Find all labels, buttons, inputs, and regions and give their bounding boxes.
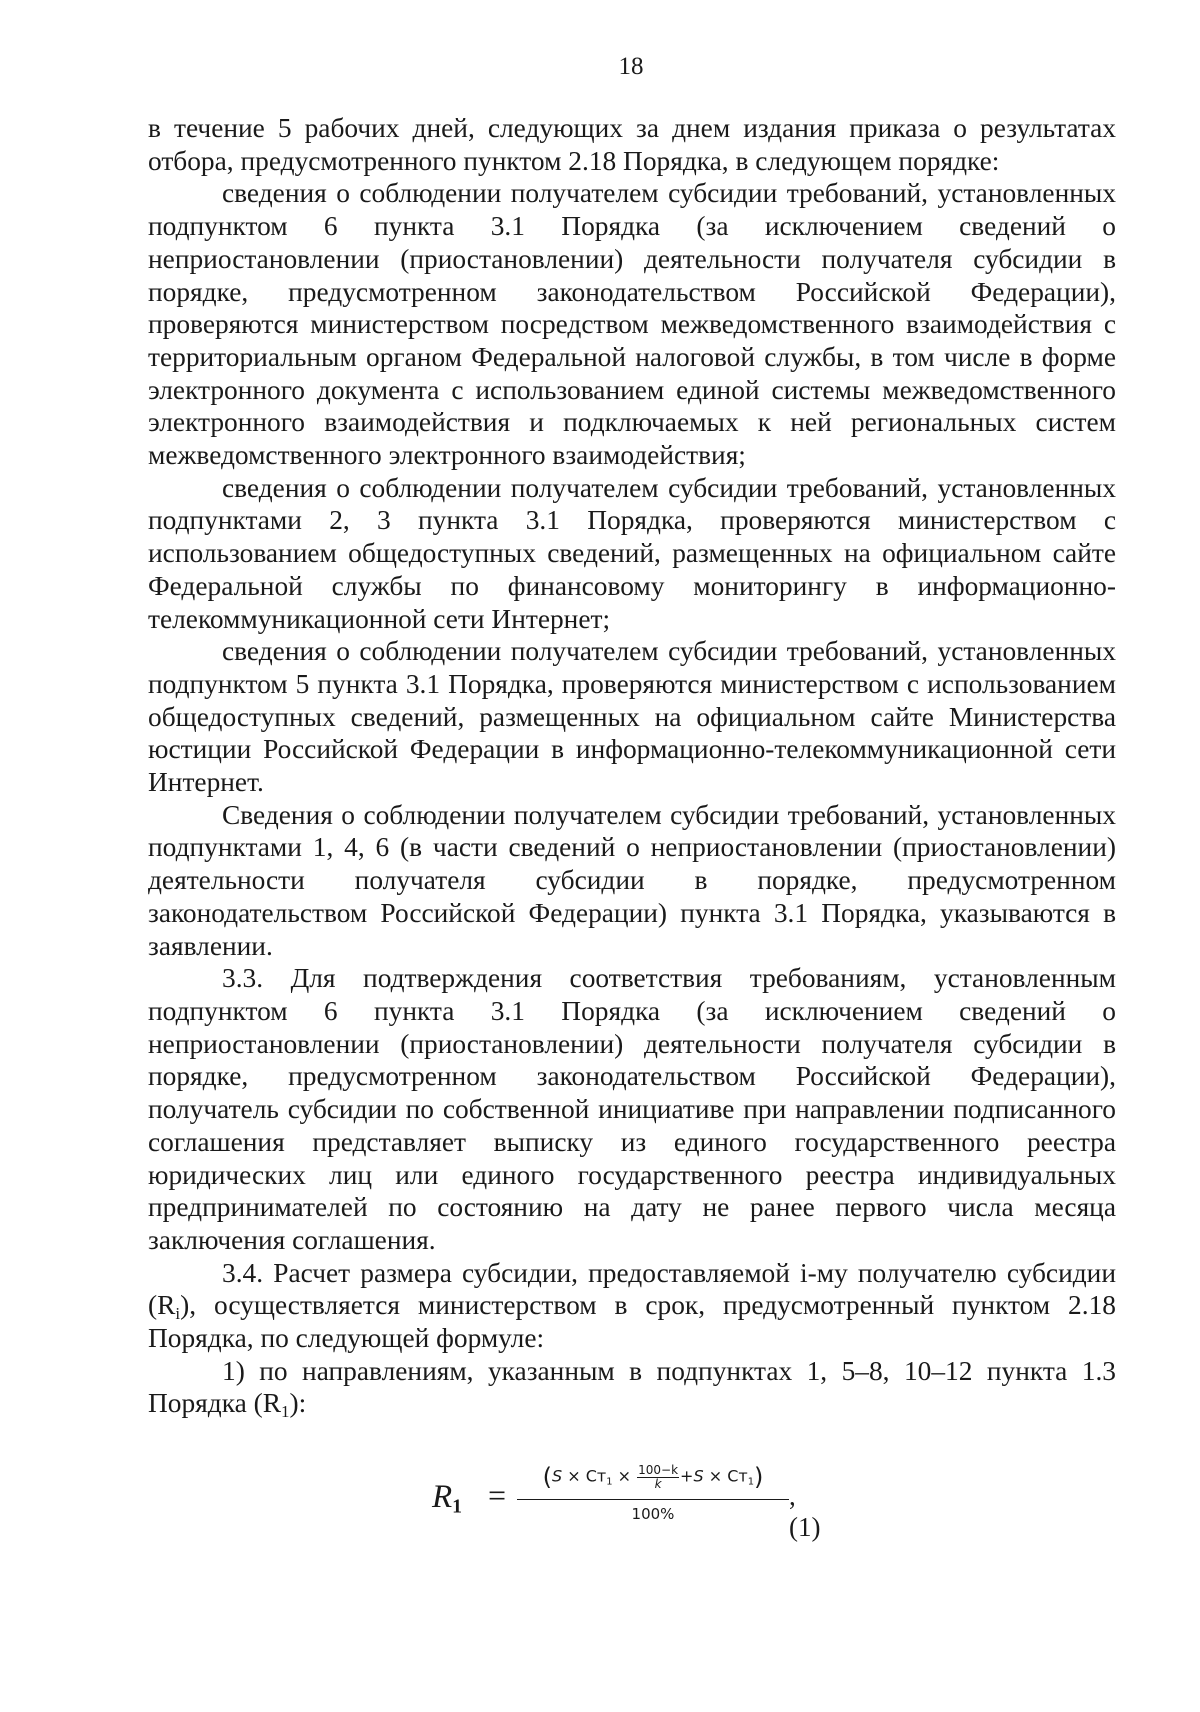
paragraph-info-subpoint-6: сведения о соблюдении получателем субсидии требований, установленных подпунктом 6 пункта 3.1 Порядка (за исключением сведений о неприостановлении (приостановлении) деятельности получателя субсидии в порядке, предусмотренном законодательством Российской Федерации), проверяются министерством посредством межведомственного взаимодействия с территориальным органом Федеральной налоговой службы, в том числе в форме электронного документа с использованием единой системы межведомственного электронного взаимодействия и подключаемых к ней региональных систем межведомственного электронного взаимодействия; [148,178,1116,471]
formula-s1: S [552,1466,563,1486]
paragraph-item-1-subscript: 1 [281,1402,290,1422]
formula-number: , (1) [789,1481,821,1542]
formula-equals: = [488,1477,507,1513]
formula-plus: + [680,1466,694,1486]
page-number: 18 [618,53,644,80]
paragraph-item-1-text-b: ): [289,1388,307,1419]
formula-inner-fraction [637,1464,679,1491]
paragraph-3-4-subscript: i [175,1304,181,1324]
formula-lhs [432,1479,462,1516]
formula-close-paren: ) [754,1463,764,1491]
paragraph-3-4-text-a: 3.4. Расчет размера субсидии, предоставляемой i-му получателю субсидии (R [148,1257,1116,1321]
formula-times-ct1: × Ст [562,1466,607,1486]
formula-times2: × [612,1466,637,1486]
paragraph-info-subpoints-2-3: сведения о соблюдении получателем субсидии требований, установленных подпунктами 2, 3 пункта 3.1 Порядка, проверяются министерством с использованием общедоступных сведений, размещенных на официальном сайте Федеральной службы по финансовому мониторингу в информационно-телекоммуникационной сети Интернет; [148,472,1116,634]
formula-fraction-bar [517,1499,789,1500]
formula-lhs-subscript: 1 [452,1495,463,1518]
paragraph-item-1 [148,1355,1116,1420]
formula-denominator: 100% [631,1505,675,1523]
paragraph-info-subpoint-5: сведения о соблюдении получателем субсидии требований, установленных подпунктом 5 пункта 3.1 Порядка, проверяются министерством с использованием общедоступных сведений, размещенных на официальном сайте Министерства юстиции Российской Федерации в информационно-телекоммуникационной сети Интернет. [148,636,1116,798]
formula-lhs-symbol: R [432,1479,453,1515]
formula-1 [432,1455,832,1542]
paragraph-3-3: 3.3. Для подтверждения соответствия требованиям, установленным подпунктом 6 пункта 3.1 Порядка (за исключением сведений о неприостановлении (приостановлении) деятельности получателя субсидии в порядке, предусмотренном законодательством Российской Федерации), получатель субсидии по собственной инициативе при направлении подписанного соглашения представляет выписку из единого государственного реестра юридических лиц или единого государственного реестра индивидуальных предпринимателей по состоянию на дату не ранее первого числа месяца заключения соглашения. [148,963,1116,1255]
formula-inner-numerator: 100−k [638,1462,679,1477]
paragraph-info-in-application: Сведения о соблюдении получателем субсидии требований, установленных подпунктами 1, 4, 6 (в части сведений о неприостановлении (приостановлении) деятельности получателя субсидии в порядке, предусмотренном законодательством Российской Федерации) пункта 3.1 Порядка, указываются в заявлении. [148,799,1116,961]
formula-fraction [517,1455,789,1535]
formula-ct2-sub: 1 [747,1476,754,1488]
formula-s2: S [693,1466,704,1486]
formula-inner-denominator: k [654,1476,662,1491]
paragraph-3-4-text-b: ), осуществляется министерством в срок, предусмотренный пунктом 2.18 Порядка, по следующей формуле: [148,1290,1116,1354]
paragraph-intro: в течение 5 рабочих дней, следующих за днем издания приказа о результатах отбора, предусмотренного пунктом 2.18 Порядка, в следующем порядке: [148,113,1116,176]
paragraph-3-4 [148,1257,1116,1355]
document-body [148,112,1116,1420]
formula-open-paren: ( [542,1463,552,1491]
formula-times-ct2: × Ст [703,1466,748,1486]
paragraph-item-1-text-a: 1) по направлениям, указанным в подпунктах 1, 5–8, 10–12 пункта 1.3 Порядка (R [148,1355,1116,1419]
formula-numerator [517,1463,789,1491]
formula-ct1-sub: 1 [606,1476,613,1488]
